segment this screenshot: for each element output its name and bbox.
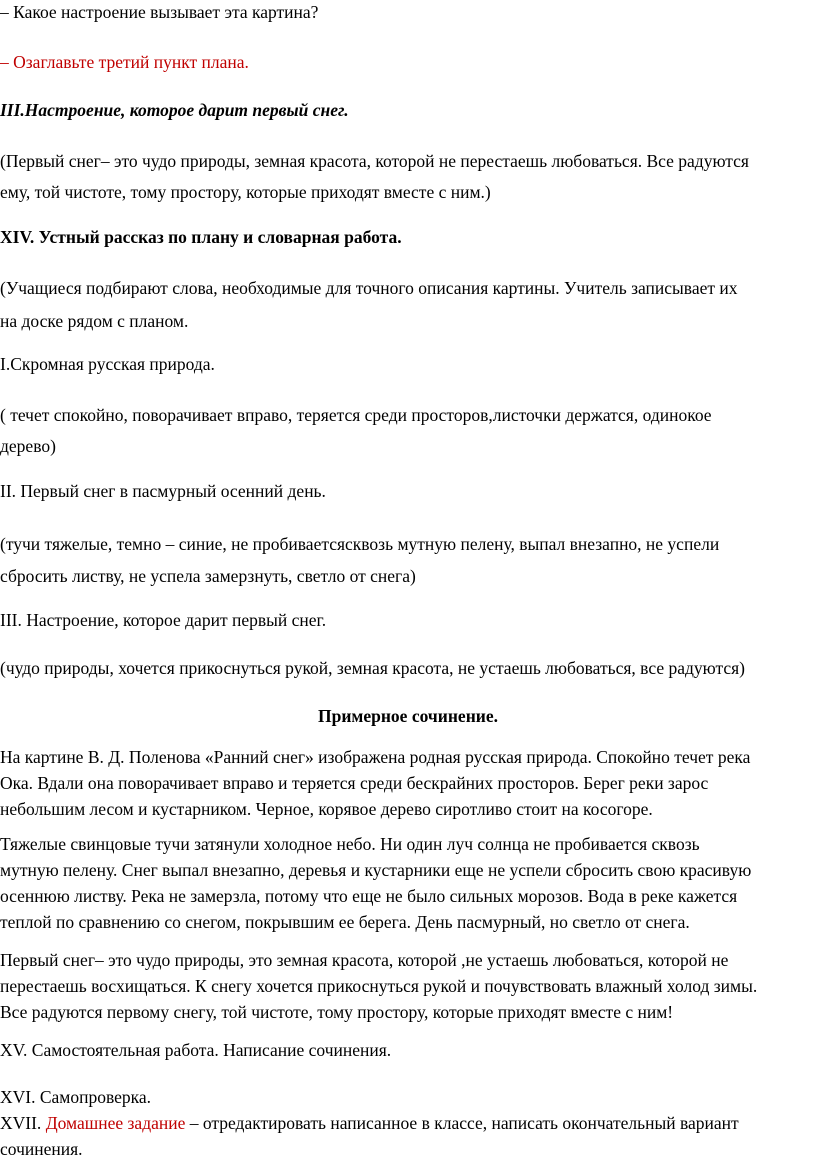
plan-item-1: I.Скромная русская природа. [0,354,215,374]
plan-item-2-words: (тучи тяжелые, темно – синие, не пробиваетсясквозь мутную пелену, выпал внезапно, не успели сбросить листву, не успела замерзнуть, светло от снега) [0,534,720,586]
step-17-continued: сочинения. [0,1139,83,1159]
essay-title: Примерное сочинение. [318,706,498,726]
question-title-third-point: – Озаглавьте третий пункт плана. [0,52,249,72]
homework-label: Домашнее задание [45,1113,186,1133]
plan-item-3-words: (чудо природы, хочется прикоснуться рукой, земная красота, не устаешь любоваться, все радуются) [0,658,745,678]
paragraph-first-snow: (Первый снег– это чудо природы, земная красота, которой не перестаешь любоваться. Все радуются ему, той чистоте, тому простору, которые приходят вместе с ним.) [0,151,749,202]
plan-item-1-words: ( течет спокойно, поворачивает вправо, теряется среди просторов,листочки держатся, одинокое дерево) [0,405,712,456]
essay-paragraph-3: Первый снег– это чудо природы, это земная красота, которой ,не устаешь любоваться, которой не перестаешь восхищаться. К снегу хочется прикоснуться рукой и почувствовать влажный холод зимы. Все радуются первому снегу, той чистоте, тому простору, которые приходят вместе с ним! [0,950,758,1022]
heading-section-14: XIV. Устный рассказ по плану и словарная работа. [0,227,402,247]
step-17: XVII. Домашнее задание – отредактировать написанное в классе, написать окончательный вариант [0,1113,739,1133]
question-mood: – Какое настроение вызывает эта картина? [0,2,319,22]
plan-item-2: II. Первый снег в пасмурный осенний день. [0,481,326,501]
paragraph-students: (Учащиеся подбирают слова, необходимые для точного описания картины. Учитель записывает их на доске рядом с планом. [0,278,738,331]
steps-16-17 [0,1084,739,1162]
heading-plan-point-3: III.Настроение, которое дарит первый снег. [0,100,349,120]
essay-paragraph-1: На картине В. Д. Поленова «Ранний снег» изображена родная русская природа. Спокойно течет река Ока. Вдали она поворачивает вправо и теряется среди бескрайних просторов. Берег реки зарос небольшим лесом и кустарником. Черное, корявое дерево сиротливо стоит на косогоре. [0,747,751,819]
essay-paragraph-2: Тяжелые свинцовые тучи затянули холодное небо. Ни один луч солнца не пробивается сквозь мутную пелену. Снег выпал внезапно, деревья и кустарники еще не успели сбросить свою красивую осеннюю листву. Река не замерзла, потому что еще не было сильных морозов. Вода в реке кажется теплой по сравнению со снегом, покрывшим ее берега. День пасмурный, но светло от снега. [0,834,752,932]
plan-item-3: III. Настроение, которое дарит первый снег. [0,610,327,630]
step-16: XVI. Самопроверка. [0,1087,152,1107]
step-15: XV. Самостоятельная работа. Написание сочинения. [0,1040,392,1060]
